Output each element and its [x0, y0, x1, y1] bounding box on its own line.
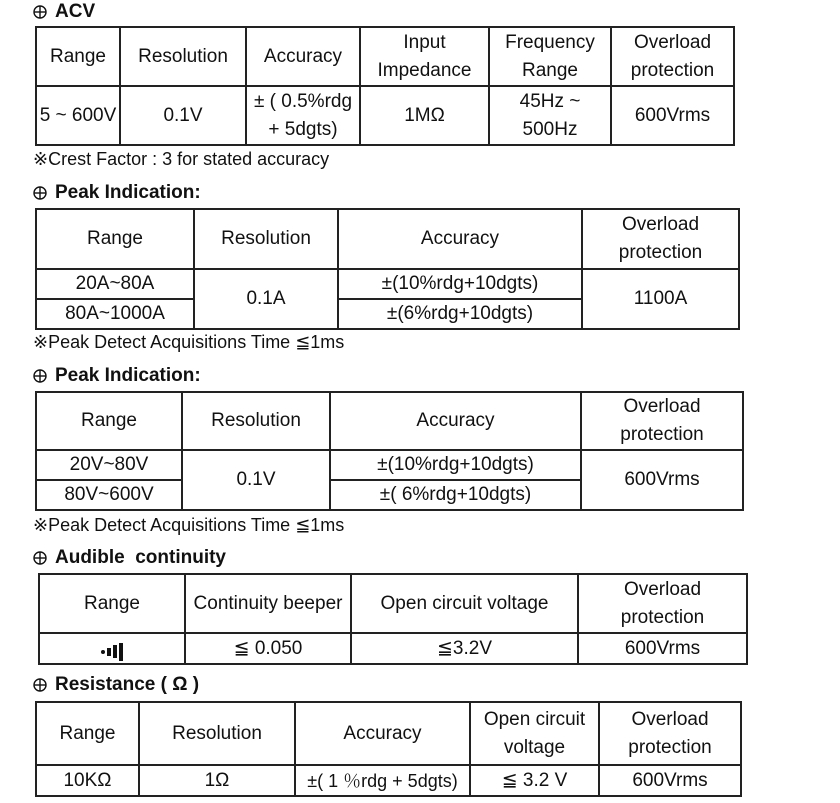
- header-cell: Frequency Range: [489, 27, 611, 86]
- header-cell: Overload protection: [582, 209, 739, 269]
- table-cell: 10KΩ: [36, 765, 139, 796]
- table-header-row: [36, 392, 743, 450]
- table-cell: 1MΩ: [360, 86, 489, 145]
- header-cell: Resolution: [194, 209, 338, 269]
- table-header-row: [39, 574, 747, 633]
- buzzer-sound-icon: [101, 642, 123, 662]
- table-cell: 20A~80A: [36, 269, 194, 299]
- header-cell: Range: [39, 574, 185, 633]
- table-cell: 0.1V: [120, 86, 246, 145]
- header-cell: Input Impedance: [360, 27, 489, 86]
- header-cell: Overload protection: [578, 574, 747, 633]
- table-cell: ≦ 0.050: [185, 633, 351, 664]
- table-cell: ≦3.2V: [351, 633, 578, 664]
- peak-voltage-note: ※Peak Detect Acquisitions Time ≦1ms: [33, 515, 345, 535]
- header-cell: Continuity beeper: [185, 574, 351, 633]
- header-cell: Range: [36, 702, 139, 765]
- peak-voltage-heading: [33, 364, 201, 388]
- acv-note: ※Crest Factor : 3 for stated accuracy: [33, 149, 330, 169]
- acv-table: [35, 26, 735, 146]
- table-cell: 600Vrms: [611, 86, 734, 145]
- table-header-row: [36, 209, 739, 269]
- table-row: [36, 765, 741, 796]
- table-cell: ± ( 0.5%rdg + 5dgts): [246, 86, 360, 145]
- table-cell: 0.1A: [194, 269, 338, 329]
- resistance-title: Resistance ( Ω ): [55, 674, 200, 695]
- header-cell: Range: [36, 392, 182, 450]
- table-row: [36, 86, 734, 145]
- peak-current-note: ※Peak Detect Acquisitions Time ≦1ms: [33, 332, 345, 352]
- header-cell: Resolution: [139, 702, 295, 765]
- table-cell: 5 ~ 600V: [36, 86, 120, 145]
- resistance-table: [35, 701, 742, 797]
- header-cell: Overload protection: [581, 392, 743, 450]
- table-row: [36, 450, 743, 480]
- acv-title: ACV: [55, 1, 96, 22]
- table-row: [36, 269, 739, 299]
- header-cell: Resolution: [120, 27, 246, 86]
- circle-plus-icon: [33, 5, 47, 19]
- header-cell: Open circuit voltage: [351, 574, 578, 633]
- table-cell: [39, 633, 185, 664]
- table-cell: 1Ω: [139, 765, 295, 796]
- peak-voltage-title: Peak Indication:: [55, 365, 201, 386]
- peak-current-title: Peak Indication:: [55, 182, 201, 203]
- circle-plus-icon: [33, 678, 47, 692]
- table-cell: ±(10%rdg+10dgts): [330, 450, 581, 480]
- table-cell: 20V~80V: [36, 450, 182, 480]
- table-cell: ±( 1 ％rdg + 5dgts): [295, 765, 470, 796]
- table-cell: 1100A: [582, 269, 739, 329]
- acv-heading: [33, 0, 95, 24]
- peak-current-table: [35, 208, 740, 330]
- table-cell: 0.1V: [182, 450, 330, 510]
- header-cell: Accuracy: [330, 392, 581, 450]
- header-cell: Overload protection: [611, 27, 734, 86]
- table-header-row: [36, 702, 741, 765]
- continuity-table: [38, 573, 748, 665]
- table-cell: ±(10%rdg+10dgts): [338, 269, 582, 299]
- header-cell: Accuracy: [246, 27, 360, 86]
- header-cell: Range: [36, 27, 120, 86]
- header-cell: Accuracy: [295, 702, 470, 765]
- table-cell: 80A~1000A: [36, 299, 194, 329]
- table-cell: ±(6%rdg+10dgts): [338, 299, 582, 329]
- header-cell: Open circuit voltage: [470, 702, 599, 765]
- table-header-row: [36, 27, 734, 86]
- peak-voltage-table: [35, 391, 744, 511]
- table-cell: ±( 6%rdg+10dgts): [330, 480, 581, 510]
- header-cell: Overload protection: [599, 702, 741, 765]
- table-cell: ≦ 3.2 V: [470, 765, 599, 796]
- resistance-heading: [33, 673, 199, 697]
- table-cell: 600Vrms: [599, 765, 741, 796]
- continuity-title: Audible continuity: [55, 547, 226, 568]
- peak-current-heading: [33, 181, 201, 205]
- header-cell: Range: [36, 209, 194, 269]
- table-cell: 600Vrms: [578, 633, 747, 664]
- table-cell: 45Hz ~ 500Hz: [489, 86, 611, 145]
- circle-plus-icon: [33, 369, 47, 383]
- table-cell: 80V~600V: [36, 480, 182, 510]
- header-cell: Resolution: [182, 392, 330, 450]
- circle-plus-icon: [33, 551, 47, 565]
- table-row: [39, 633, 747, 664]
- continuity-heading: [33, 546, 226, 570]
- header-cell: Accuracy: [338, 209, 582, 269]
- table-cell: 600Vrms: [581, 450, 743, 510]
- circle-plus-icon: [33, 186, 47, 200]
